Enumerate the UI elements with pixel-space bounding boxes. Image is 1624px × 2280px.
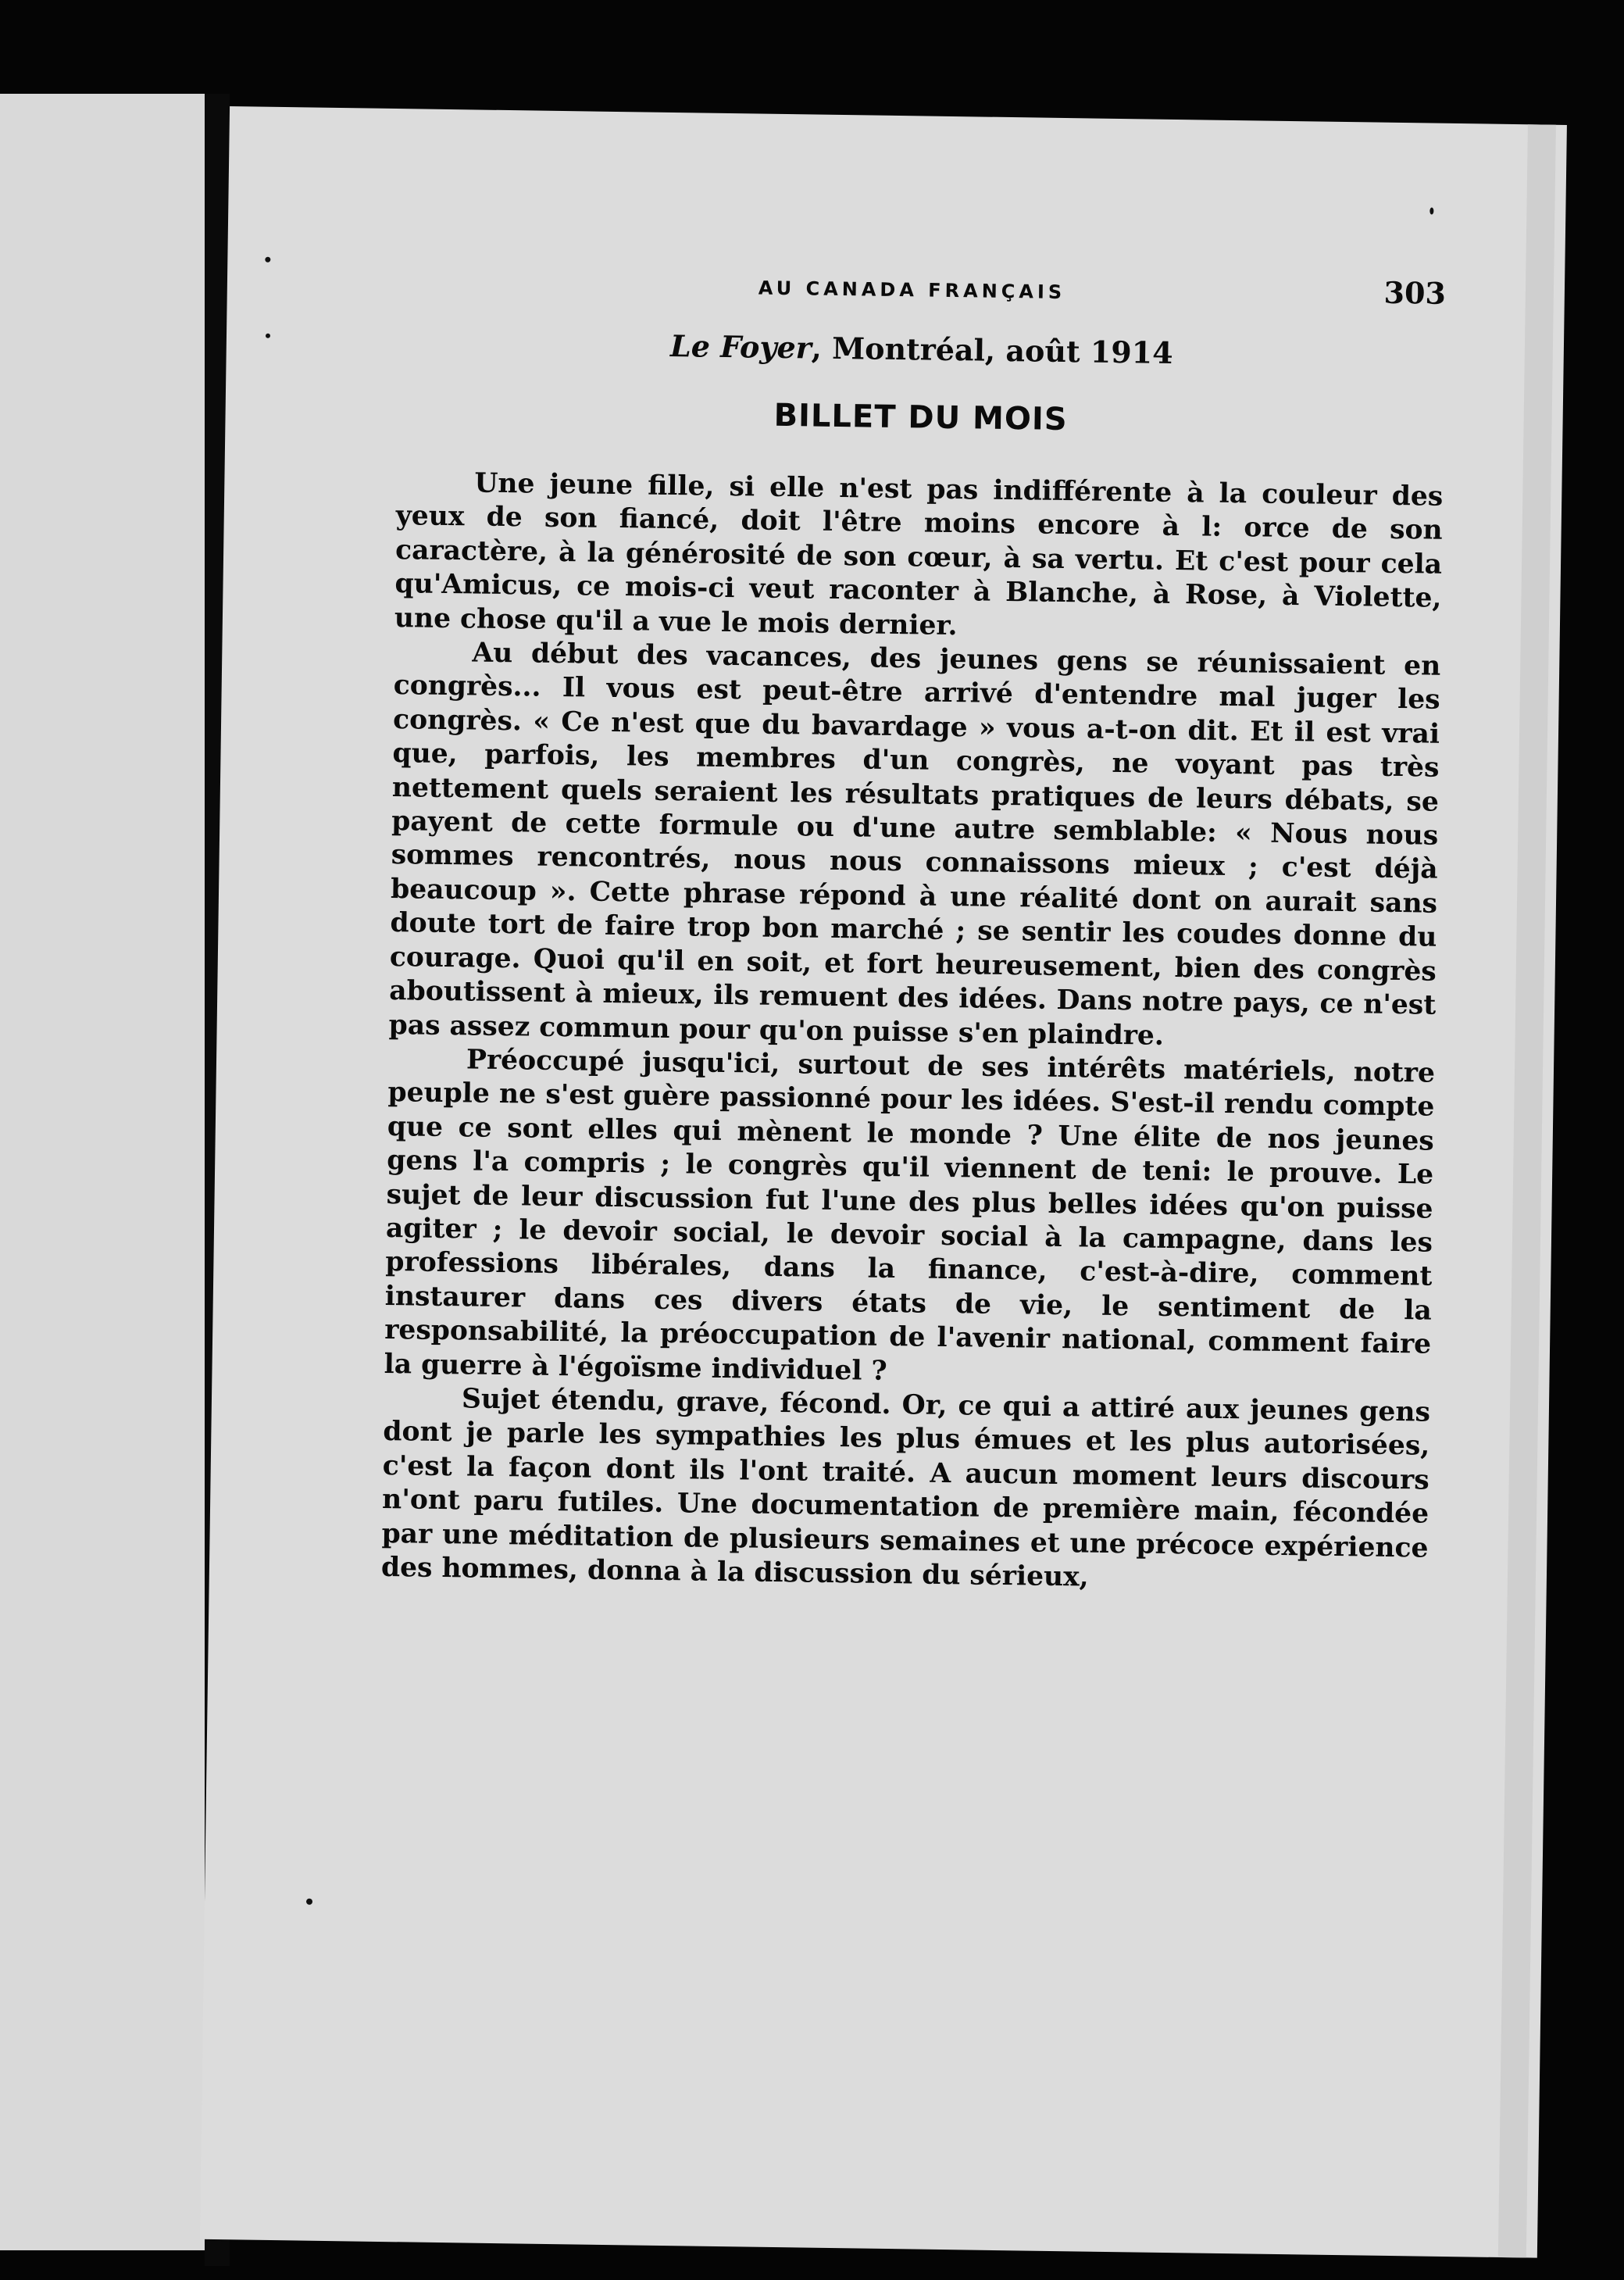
scan-speck — [306, 1899, 312, 1905]
scan-speck — [1429, 208, 1433, 215]
paragraph: Une jeune fille, si elle n'est pas indifférente à la couleur des yeux de son fiancé, doit l'être moins encore à l: orce de son caractère, à la générosité de son cœur, à sa vertu. Et c'est pour cela qu'Amicus, ce mois-ci veut raconter à Blanche, à Rose, à Violette, une chose qu'il a vue le mois dernier. — [394, 467, 1444, 641]
place-date: , Montréal, août 1914 — [811, 330, 1173, 370]
paragraph: Au début des vacances, des jeunes gens se réunissaient en congrès... Il vous est peut-être arrivé d'entendre mal juger les congrès. « Ce n'est que du bavardage » vous a-t-on dit. Et il est vrai que, parfois, les membres d'un congrès, ne voyant pas très nettement quels seraient les résultats pratiques de leurs débats, se payent de cette formule ou d'une autre semblable: « Nous nous sommes rencontrés, nous nous connaissons mieux ; c'est déjà beaucoup ». Cette phrase répond à une réalité dont on aurait sans doute tort de faire trop bon marché ; se sentir les coudes donne du courage. Quoi qu'il en soit, et fort heureusement, bien des congrès aboutissent à mieux, ils remuent des idées. Dans notre pays, ce n'est pas assez commun pour qu'on puisse s'en plaindre. — [388, 637, 1441, 1052]
page-edge-shadow — [1498, 124, 1556, 2257]
journal-name: Le Foyer — [669, 327, 812, 366]
source-line — [398, 324, 1445, 374]
scan-speck — [266, 334, 270, 338]
scan-speck — [265, 257, 270, 263]
running-title: AU CANADA FRANÇAIS — [758, 277, 1066, 304]
paragraph: Préoccupé jusqu'ici, surtout de ses intérêts matériels, notre peuple ne s'est guère passionné pour les idées. S'est-il rendu compte que ce sont elles qui mènent le monde ? Une élite de nos jeunes gens l'a compris ; le congrès qu'il viennent de teni: le prouve. Le sujet de leur discussion fut l'une des plus belles idées qu'on puisse agiter ; le devoir social, le devoir social à la campagne, dans les professions libérales, dans la finance, c'est-à-dire, comment instaurer dans ces divers états de vie, le sentiment de la responsabilité, la préoccupation de l'avenir national, comment faire la guerre à l'égoïsme individuel ? — [384, 1044, 1436, 1387]
page-number: 303 — [1383, 274, 1447, 311]
article-title: BILLET DU MOIS — [773, 397, 1068, 438]
running-head — [399, 261, 1446, 311]
page-text — [381, 261, 1447, 1599]
left-page-edge — [0, 94, 205, 2250]
page-303 — [200, 106, 1567, 2258]
paragraph: Sujet étendu, grave, fécond. Or, ce qui a attiré aux jeunes gens dont je parle les sympathies les plus émues et les plus autorisées, c'est la façon dont ils l'ont traité. A aucun moment leurs discours n'ont paru futiles. Une documentation de première main, fécondée par une méditation de plusieurs semaines et une précoce expérience des hommes, donna à la discussion du sérieux, — [380, 1383, 1431, 1593]
